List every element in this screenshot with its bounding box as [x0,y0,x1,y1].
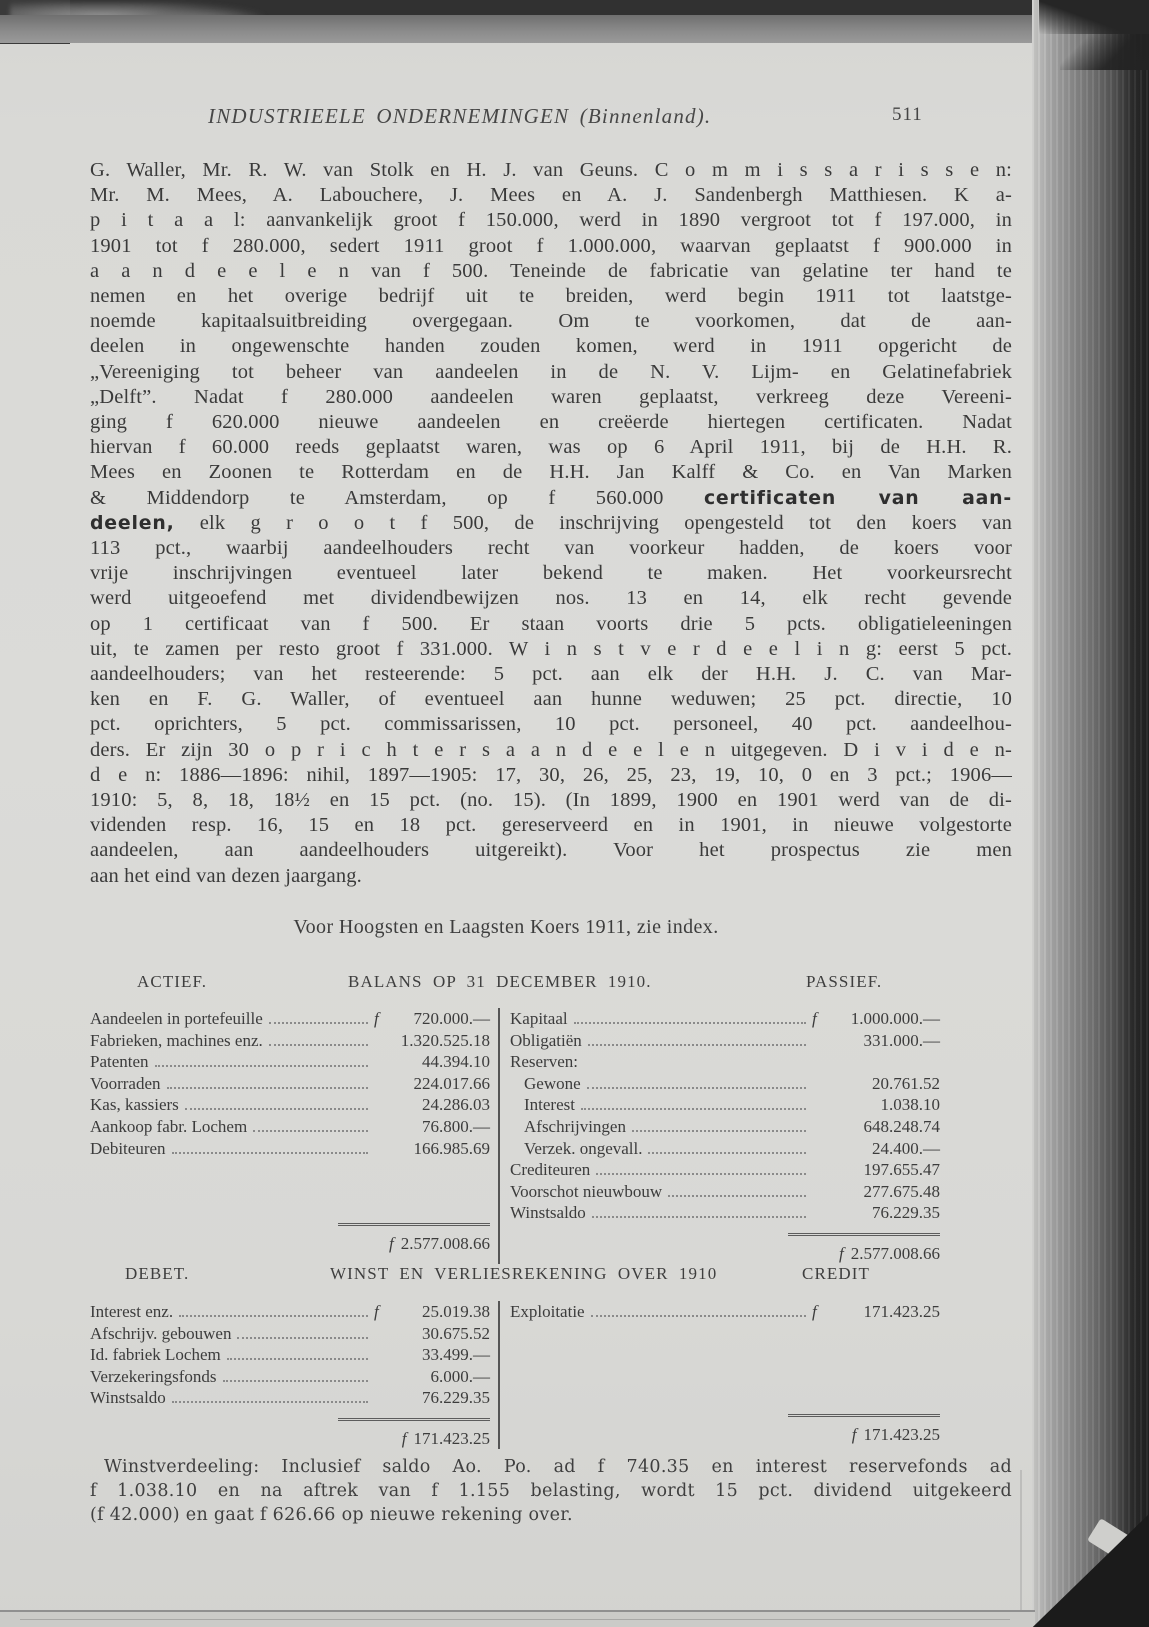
text-segment: 1901 tot f 280.000, sedert 1911 groot f 1.000.000, waarvan geplaatst f 900.000 in [90,234,1012,257]
passief-total [788,1233,940,1264]
text-segment: aandeelhouders; van het resteerende: 5 pct. aan elk der H.H. J. C. van Mar- [90,663,1012,686]
credit-total-row [510,1414,940,1445]
text-line [90,662,1012,687]
row-label: Id. fabriek Lochem [90,1345,221,1365]
text-segment: „Delft”. Nadat f 280.000 aandeelen waren geplaatst, verkreeg deze Vereeni- [90,385,1012,408]
footnote-line: (f 42.000) en gaat f 626.66 op nieuwe rekening over. [90,1505,573,1525]
row-label: Afschrijv. gebouwen [90,1323,232,1343]
dotted-leader [167,1073,369,1089]
guilder-sign: f [374,1009,379,1028]
text-segment: p i t a a l: aanvankelijk groot f 150.000, werd in 1890 vergroot tot f 197.000, in [90,209,1012,232]
table-row [510,1301,940,1323]
dotted-leader [581,1094,806,1110]
text-segment: 1910: 5, 8, 18, 18½ en 15 pct. (no. 15). (In 1899, 1900 en 1901 werd van de di- [90,789,1012,812]
text-line [90,864,1012,889]
dotted-leader [223,1366,368,1382]
row-amount: 76.800.— [422,1116,490,1136]
text-line [90,334,1012,359]
bold-text-segment: certificaten van aan- [703,486,1012,509]
text-segment: noemde kapitaalsuitbreiding overgegaan. Om te voorkomen, dat de aan- [90,310,1012,333]
text-line [90,712,1012,737]
dotted-leader [648,1138,806,1154]
text-line [90,586,1012,611]
row-label: Crediteuren [510,1160,591,1180]
text-segment: aandeelen, aan aandeelhouders uitgereikt). Voor het prospectus zie men [90,839,1012,862]
dotted-leader [269,1030,368,1046]
table-row [90,1116,490,1138]
row-amount: 20.761.52 [872,1073,940,1093]
row-label: Gewone [524,1073,581,1093]
row-label: Afschrijvingen [524,1116,626,1136]
table-row [510,1008,940,1030]
footnote-line: f 1.038.10 en na aftrek van f 1.155 belasting, wordt 15 pct. dividend uitgekeerd [90,1481,1012,1501]
column-divider [498,1008,500,1264]
dotted-leader [591,1301,806,1317]
row-label: Exploitatie [510,1302,585,1321]
row-amount: 25.019.38 [422,1302,490,1321]
actief-rows [90,1008,490,1214]
column-divider [498,1301,500,1449]
row-label: Patenten [90,1052,149,1072]
table-row [510,1051,940,1073]
text-segment: vrije inschrijvingen eventueel later bekend te maken. Het voorkeursrecht [90,562,1012,585]
main-paragraph [90,158,1012,889]
footnote-line: Winstverdeeling: Inclusief saldo Ao. Po. ad f 740.35 en interest reservefonds ad [104,1457,1012,1477]
guilder-sign: f [839,1243,844,1263]
table-row [90,1301,490,1323]
text-segment: G. Waller, Mr. R. W. van Stolk en H. J. van Geuns. C o m m i s s a r i s s e n: [90,159,1012,181]
dotted-leader [172,1387,368,1403]
dotted-leader [668,1181,806,1197]
page-number: 511 [892,104,923,125]
actief-total-amount: 2.577.008.66 [400,1234,490,1253]
text-line [90,360,1012,385]
dotted-leader [227,1344,368,1360]
text-segment: & Middendorp te Amsterdam, op f 560.000 [90,486,704,509]
debet-total [338,1418,490,1449]
text-line [90,284,1012,309]
text-segment: videnden resp. 16, 15 en 18 pct. gereserveerd en in 1901, in nieuwe volgestorte [90,814,1012,837]
row-amount: 720.000.— [413,1009,490,1028]
scan-top-right-edge [1039,0,1149,34]
text-line [90,561,1012,586]
text-column [90,0,1012,1627]
credit-rows [510,1301,940,1405]
text-line [90,511,1012,536]
row-label: Verzekeringsfonds [90,1366,217,1386]
passief-total-amount: 2.577.008.66 [850,1243,940,1263]
debet-total-row [90,1418,490,1449]
text-line [90,612,1012,637]
pl-header-title: WINST EN VERLIESREKENING OVER 1910 [330,1264,718,1283]
text-segment: deelen in ongewenschte handen zouden komen, werd in 1911 opgericht de [90,335,1012,358]
debet-rows [90,1301,490,1409]
text-segment: pct. oprichters, 5 pct. commissarissen, 10 pct. personeel, 40 pct. aandeelhou- [90,713,1012,736]
text-line [90,687,1012,712]
text-segment: op 1 certificaat van f 500. Er staan voorts drie 5 pcts. obligatieleeningen [90,612,1012,635]
text-line [90,183,1012,208]
text-segment: aan het eind van dezen jaargang. [90,864,362,887]
guilder-sign: f [374,1302,379,1321]
text-segment: elk g r o o t f 500, de inschrijving opengesteld tot den koers van [174,511,1012,534]
dotted-leader [269,1008,368,1024]
row-amount: 33.499.— [422,1345,490,1365]
dotted-leader [574,1008,806,1024]
dotted-leader [632,1116,806,1132]
row-label: Voorraden [90,1073,161,1093]
text-line [90,763,1012,788]
dotted-leader [587,1073,806,1089]
row-amount: 277.675.48 [863,1181,940,1201]
profit-loss-header [90,1264,1012,1288]
table-row [90,1008,490,1030]
text-line [90,234,1012,259]
row-amount: 1.000.000.— [850,1009,940,1028]
text-line [90,838,1012,863]
row-amount: 197.655.47 [863,1160,940,1180]
row-amount: 44.394.10 [422,1052,490,1072]
guilder-sign: f [812,1302,817,1321]
dotted-leader [179,1301,368,1317]
pl-header-credit: CREDIT [802,1264,870,1283]
row-amount: 166.985.69 [413,1138,490,1158]
text-line [90,435,1012,460]
row-amount: 1.320.525.18 [400,1030,490,1050]
text-line [90,486,1012,511]
text-segment: „Vereeniging tot beheer van aandeelen in de N. V. Lijm- en Gelatinefabriek [90,360,1012,383]
row-label: Aandeelen in portefeuille [90,1009,263,1028]
credit-total-amount: 171.423.25 [863,1425,940,1444]
text-segment: ders. Er zijn 30 o p r i c h t e r s a a n d e e l e n uitgegeven. D i v i d e n- [90,738,1012,761]
actief-total [338,1223,490,1254]
row-label: Winstsaldo [90,1388,166,1408]
table-row [90,1387,490,1409]
table-row [510,1181,940,1203]
table-row [90,1030,490,1052]
dotted-leader [172,1138,368,1154]
text-line [90,788,1012,813]
book-gutter-shadow [1032,0,1149,1627]
row-amount: 331.000.— [863,1030,940,1050]
text-line [90,309,1012,334]
row-amount: 648.248.74 [863,1116,940,1136]
text-line [90,738,1012,763]
bold-text-segment: deelen, [90,511,175,534]
dotted-leader [185,1094,368,1110]
text-line [90,259,1012,284]
table-row [90,1051,490,1073]
row-label: Aankoop fabr. Lochem [90,1116,248,1136]
text-line [90,208,1012,233]
dotted-leader [237,1323,368,1339]
text-segment: ken en F. G. Waller, of eventueel aan hunne weduwen; 25 pct. directie, 10 [90,688,1012,711]
balance-sheet [90,1008,940,1264]
pl-header-debet: DEBET. [125,1264,190,1283]
index-note: Voor Hoogsten en Laagsten Koers 1911, zie index. [293,916,719,938]
table-row [510,1159,940,1181]
row-amount: 76.229.35 [872,1203,940,1223]
text-line [90,410,1012,435]
row-amount: 24.400.— [872,1138,940,1158]
text-segment: Mr. M. Mees, A. Labouchere, J. Mees en A. J. Sandenbergh Matthiesen. K a- [90,184,1012,207]
guilder-sign: f [389,1234,394,1253]
passief-total-row [510,1233,940,1264]
guilder-sign: f [812,1009,817,1028]
text-segment: uit, te zamen per resto groot f 331.000. W i n s t v e r d e e l i n g: eerst 5 pct. [90,637,1012,660]
row-label: Kas, kassiers [90,1095,179,1115]
dotted-leader [588,1030,806,1046]
table-row [510,1030,940,1052]
text-segment: 113 pct., waarbij aandeelhouders recht van voorkeur hadden, de koers voor [90,537,1012,560]
table-row [90,1323,490,1345]
row-label: Debiteuren [90,1138,166,1158]
profit-loss-sheet [90,1301,940,1449]
text-segment: hiervan f 60.000 reeds geplaatst waren, was op 6 April 1911, bij de H.H. R. [90,436,1012,459]
table-row [90,1073,490,1095]
guilder-sign: f [401,1428,407,1448]
row-label: Reserven: [510,1052,578,1072]
text-line [90,637,1012,662]
page-edge-line [1020,1470,1022,1612]
row-amount: 1.038.10 [880,1095,940,1115]
text-line [90,460,1012,485]
text-line [90,813,1012,838]
table-row [510,1202,940,1224]
table-row [510,1116,940,1138]
row-label: Verzek. ongevall. [524,1138,643,1158]
row-label: Fabrieken, machines enz. [90,1030,263,1050]
table-row [510,1094,940,1116]
row-amount: 30.675.52 [422,1323,490,1343]
text-line [90,158,1012,183]
balance-sheet-header [90,972,1012,996]
row-amount: 24.286.03 [422,1095,490,1115]
credit-total [788,1414,940,1445]
row-amount: 76.229.35 [422,1388,490,1408]
credit-column [510,1301,940,1449]
dotted-leader [592,1202,806,1218]
row-amount: 171.423.25 [863,1302,940,1321]
dotted-leader [253,1116,368,1132]
balance-header-title: BALANS OP 31 DECEMBER 1910. [348,972,652,991]
table-row [90,1366,490,1388]
debet-column [90,1301,490,1449]
table-row [90,1344,490,1366]
passief-column [510,1008,940,1264]
text-segment: werd uitgeoefend met dividendbewijzen nos. 13 en 14, elk recht gevende [90,587,1012,610]
actief-total-row [90,1223,490,1254]
row-label: Kapitaal [510,1009,568,1028]
passief-rows [510,1008,940,1224]
table-row [510,1073,940,1095]
row-amount: 224.017.66 [413,1073,490,1093]
row-label: Interest [524,1095,575,1115]
balance-header-actief: ACTIEF. [137,972,208,991]
table-row [510,1138,940,1160]
text-segment: Mees en Zoonen te Rotterdam en de H.H. Jan Kalff & Co. en Van Marken [90,461,1012,484]
text-segment: nemen en het overige bedrijf uit te breiden, werd begin 1911 tot laatstge- [90,285,1012,308]
profit-distribution-note [90,1455,1012,1527]
text-line [90,385,1012,410]
actief-column [90,1008,490,1264]
row-amount: 6.000.— [430,1366,490,1386]
row-label: Winstsaldo [510,1203,586,1223]
page-title: INDUSTRIEELE ONDERNEMINGEN (Binnenland). [208,104,712,128]
table-row [90,1138,490,1160]
dotted-leader [155,1051,368,1067]
table-row [90,1094,490,1116]
text-segment: a a n d e e l e n van f 500. Teneinde de fabricatie van gelatine ter hand te [90,259,1012,282]
row-label: Obligatiën [510,1030,582,1050]
debet-total-amount: 171.423.25 [413,1428,490,1448]
running-header [90,104,1012,134]
text-line [90,536,1012,561]
text-segment: d e n: 1886—1896: nihil, 1897—1905: 17, 30, 26, 25, 23, 19, 10, 0 en 3 pct.; 1906— [90,763,1012,786]
guilder-sign: f [851,1425,857,1444]
dotted-leader [596,1159,806,1175]
row-label: Interest enz. [90,1302,174,1321]
row-label: Voorschot nieuwbouw [510,1181,663,1201]
balance-header-passief: PASSIEF. [806,972,883,991]
text-segment: ging f 620.000 nieuwe aandeelen en creëerde hiertegen certificaten. Nadat [90,411,1012,434]
